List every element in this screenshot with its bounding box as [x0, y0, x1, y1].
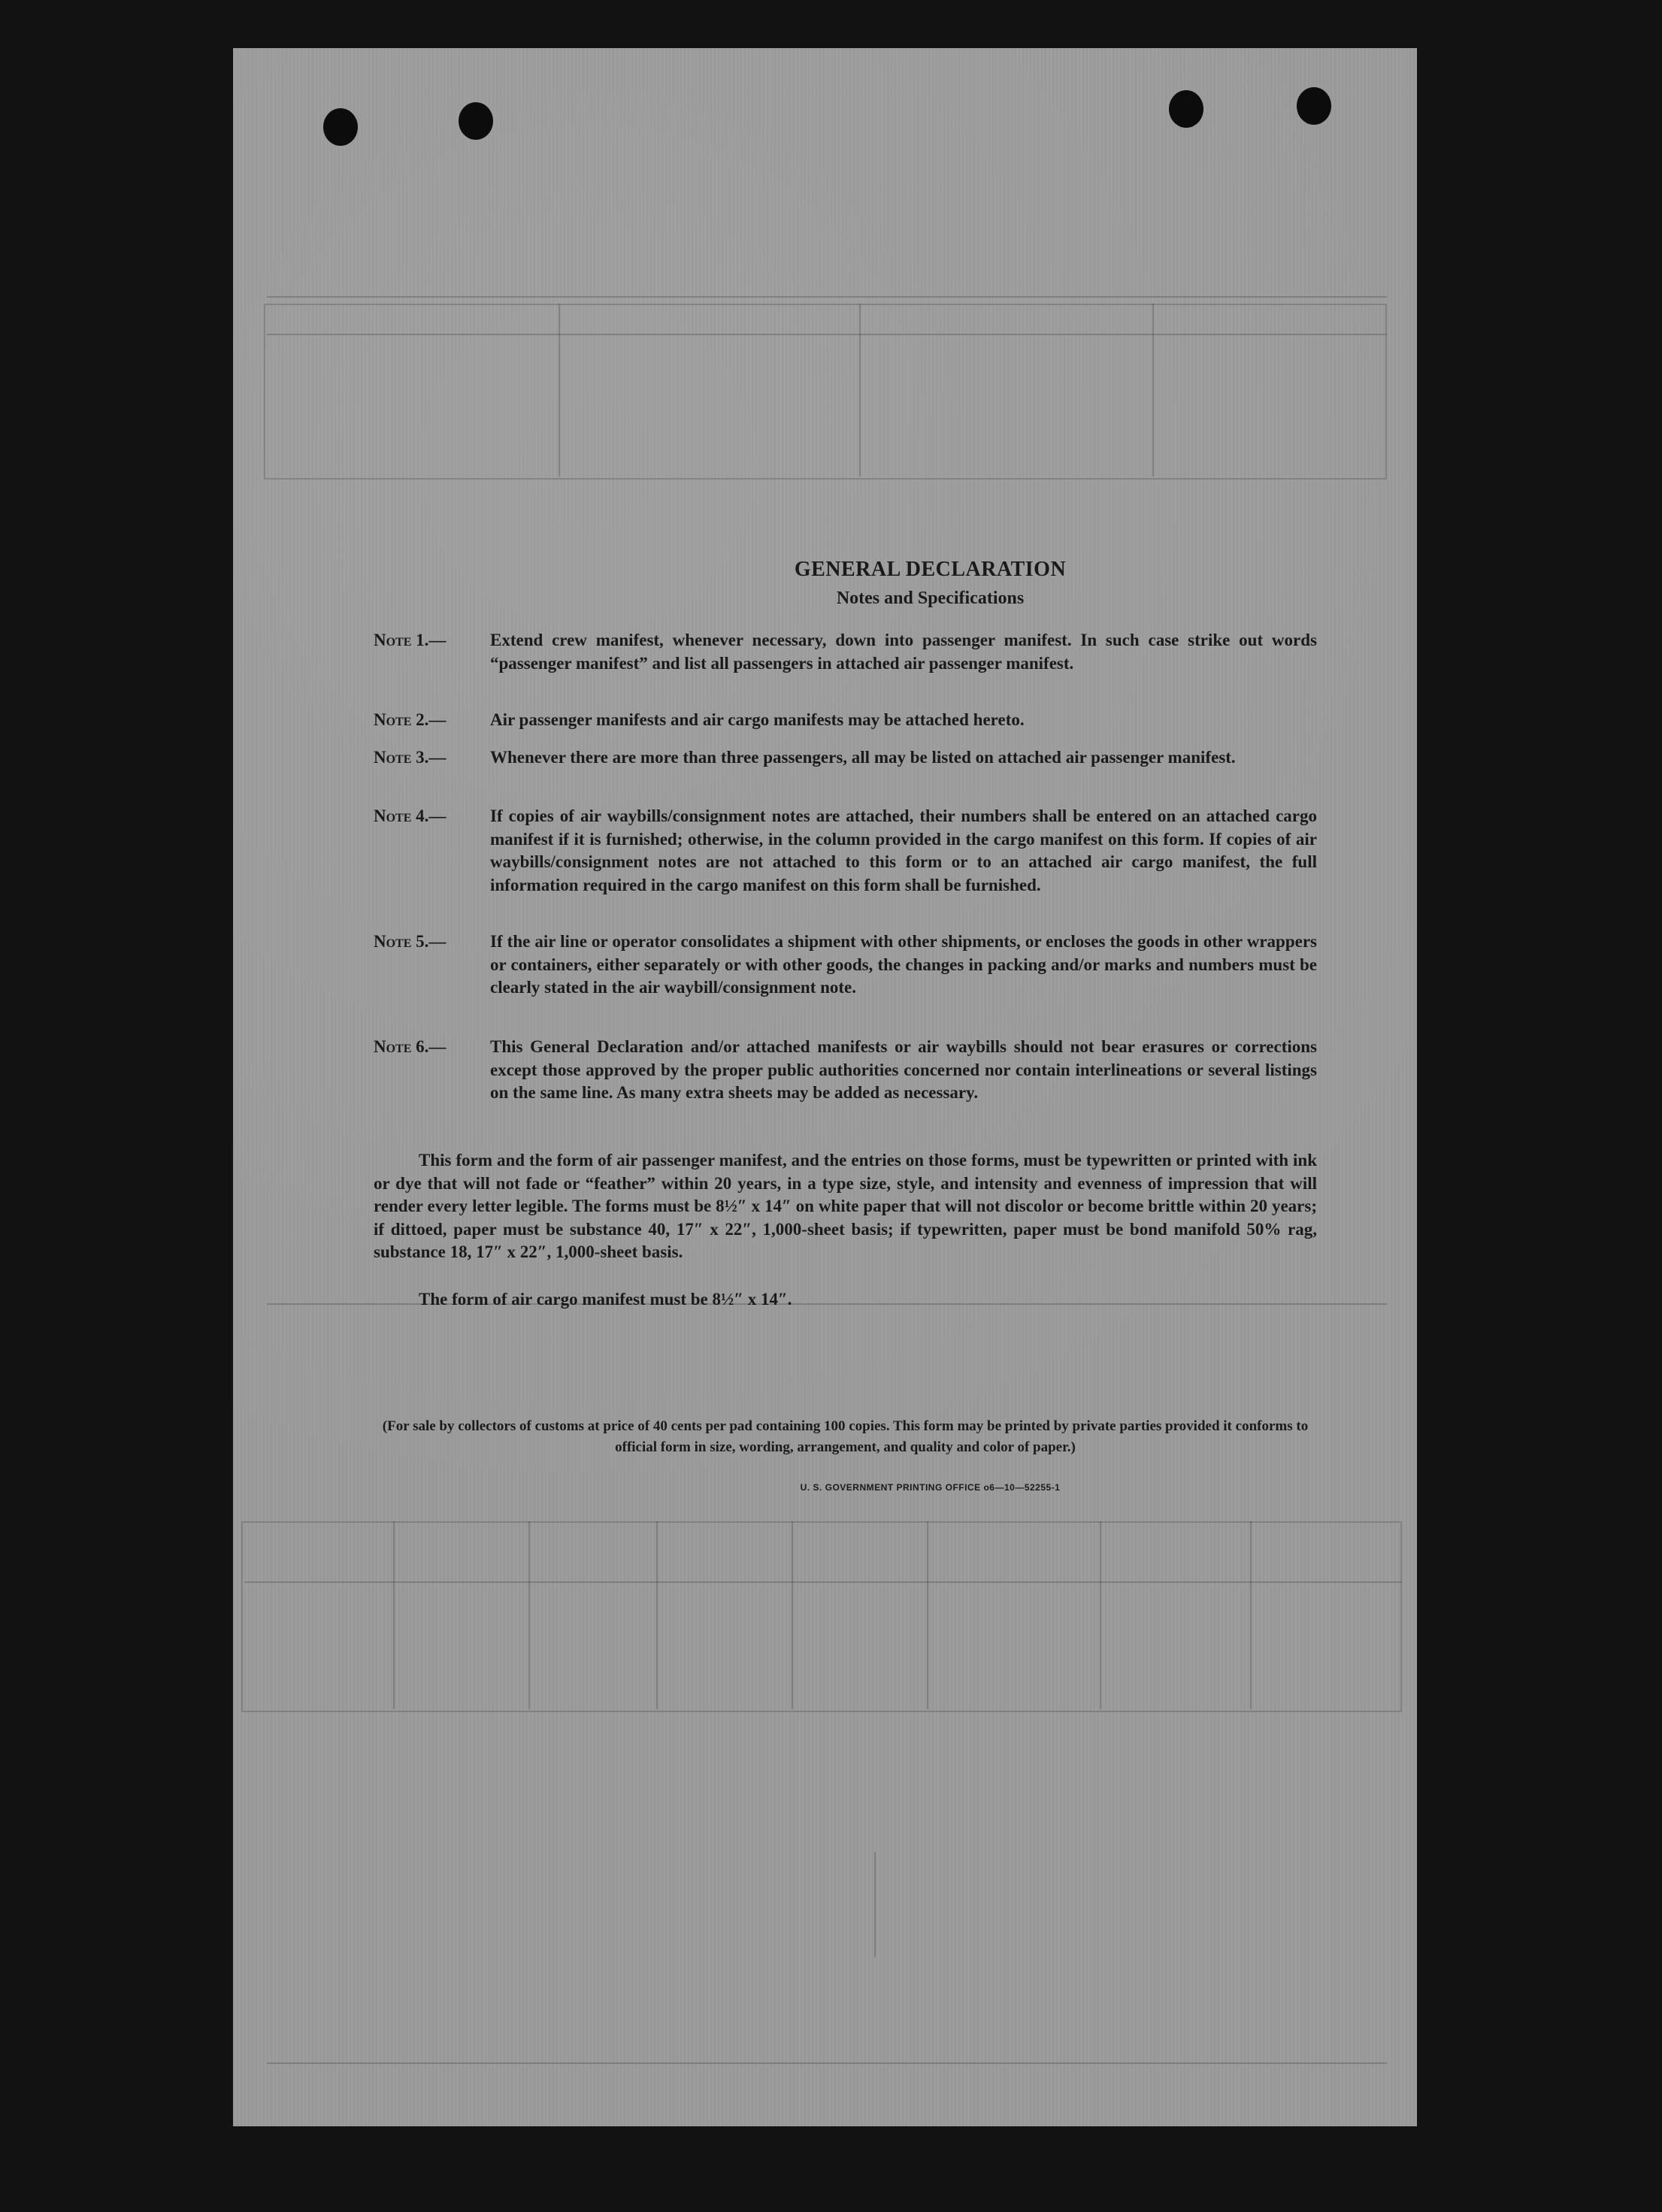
note-3 [374, 746, 1317, 770]
page-title: GENERAL DECLARATION [794, 558, 1067, 581]
note-text: Whenever there are more than three passengers, all may be listed on attached air passenger manifest. [490, 748, 1236, 767]
note-text: Air passenger manifests and air cargo manifests may be attached hereto. [490, 710, 1025, 729]
note-label: Note 5.— [374, 932, 447, 951]
sale-note: (For sale by collectors of customs at price of 40 cents per pad containing 100 copies. This form may be printed by private parties provided it conforms to official form in size, wording, arrangement, and quality and color of paper.) [382, 1418, 1309, 1455]
note-6 [374, 1036, 1317, 1105]
note-1 [374, 629, 1317, 675]
document-page [233, 48, 1417, 2126]
note-text: This General Declaration and/or attached manifests or air waybills should not bear erasures or corrections except those approved by the proper public authorities concerned nor contain interlineations or several listings on the same line. As many extra sheets may be added as necessary. [490, 1037, 1317, 1102]
note-text: If the air line or operator consolidates a shipment with other shipments, or encloses the goods in other wrappers or containers, either separately or with other goods, the changes in packing and/or marks and numbers must be clearly stated in the air waybill/consignment note. [490, 932, 1317, 997]
paper-specification-paragraph: This form and the form of air passenger manifest, and the entries on those forms, must be typewritten or printed with ink or dye that will not fade or “feather” within 20 years, in a type size, style, and intensity and evenness of impression that will render every letter legible. The forms must be 8½″ x 14″ on white paper that will not discolor or become brittle within 20 years; if dittoed, paper must be substance 40, 17″ x 22″, 1,000-sheet basis; if typewritten, paper must be bond manifold 50% rag, substance 18, 17″ x 22″, 1,000-sheet basis. [374, 1151, 1317, 1261]
note-label: Note 2.— [374, 710, 447, 729]
page-subtitle: Notes and Specifications [836, 589, 1025, 608]
printing-office-line: U. S. GOVERNMENT PRINTING OFFICE o6—10—52255-1 [800, 1482, 1061, 1493]
note-text: Extend crew manifest, whenever necessary, down into passenger manifest. In such case strike out words “passenger manifest” and list all passengers in attached air passenger manifest. [490, 631, 1317, 673]
note-text: If copies of air waybills/consignment notes are attached, their numbers shall be entered on an attached cargo manifest if it is furnished; otherwise, in the column provided in the cargo manifest on this form. If copies of air waybills/consignment notes are not attached to this form or to an attached air cargo manifest, the full information required in the cargo manifest on this form shall be furnished. [490, 806, 1317, 894]
note-label: Note 6.— [374, 1037, 447, 1056]
note-4 [374, 805, 1317, 897]
note-5 [374, 930, 1317, 1000]
note-label: Note 1.— [374, 631, 447, 649]
cargo-manifest-size-line: The form of air cargo manifest must be 8½″ x 14″. [419, 1290, 792, 1309]
declaration-notes [233, 48, 1417, 2126]
note-label: Note 3.— [374, 748, 447, 767]
note-label: Note 4.— [374, 806, 447, 825]
note-2 [374, 709, 1317, 732]
